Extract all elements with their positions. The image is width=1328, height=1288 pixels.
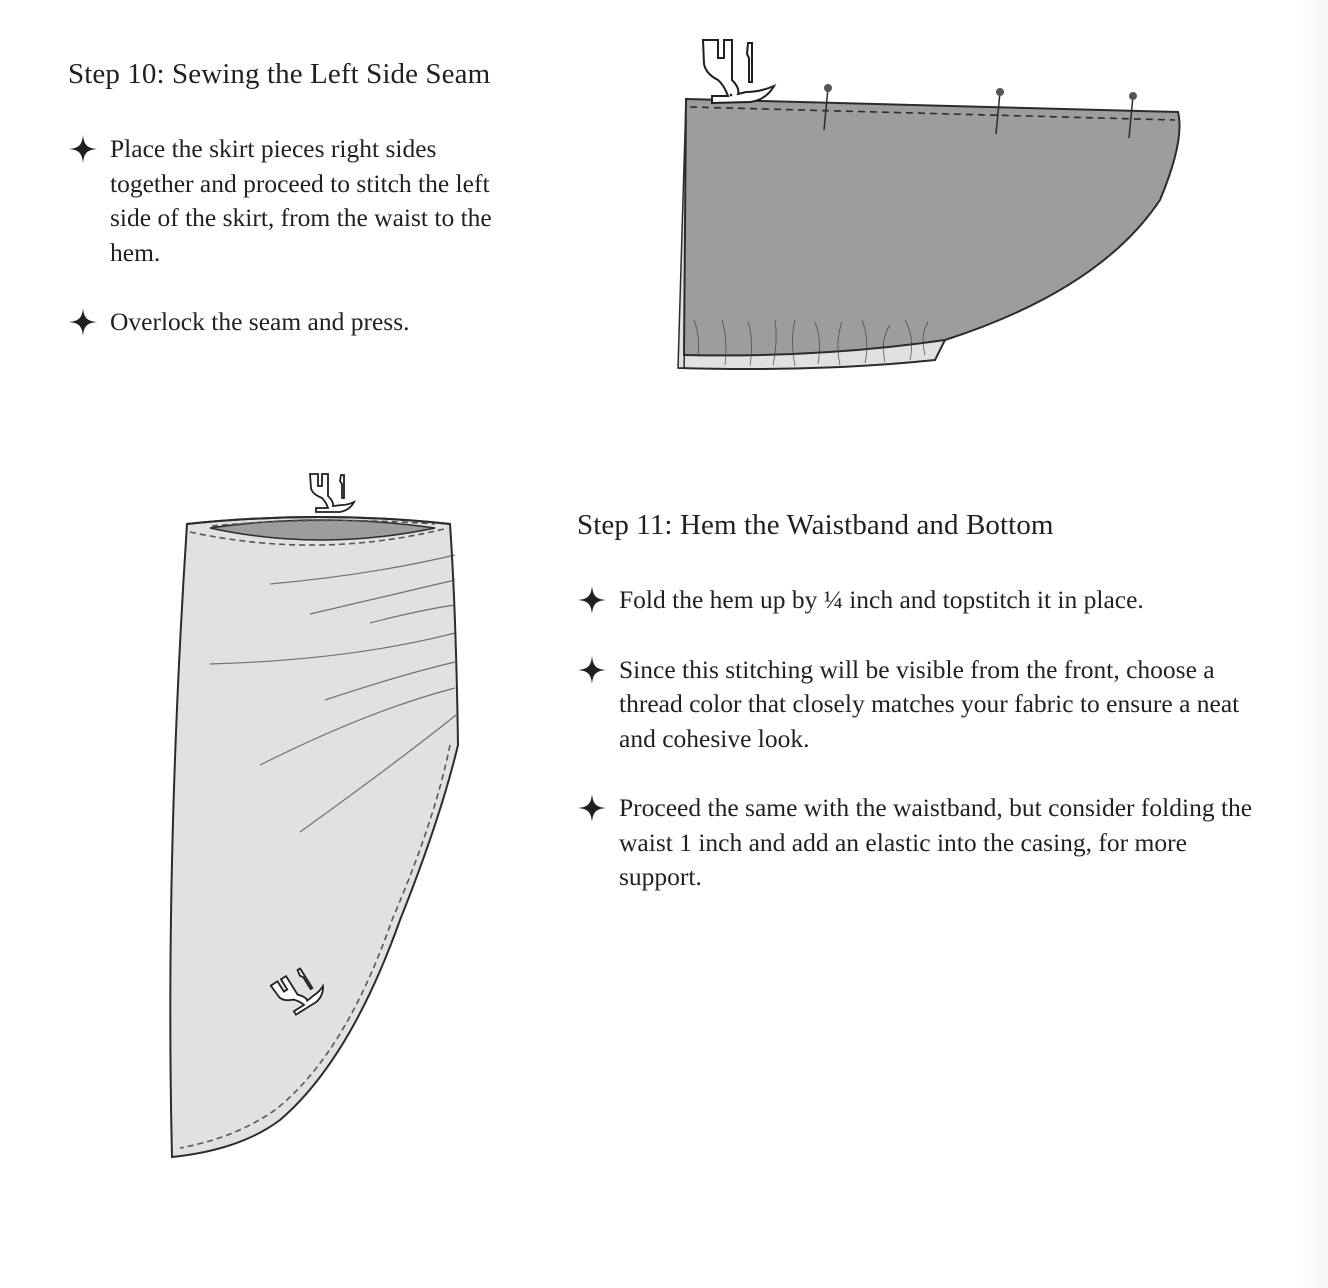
step-10-bullet-1-text: Place the skirt pieces right sides together and proceed to stitch the left side of the skirt, from the waist to the hem. (110, 134, 492, 267)
step-11-bullet-1-text: Fold the hem up by ¼ inch and topstitch it in place. (619, 585, 1144, 614)
step-11-bullet-2-text: Since this stitching will be visible from the front, choose a thread color that closely matches your fabric to ensure a neat and cohesive look. (619, 654, 1240, 753)
step-10-bullet-1 (68, 132, 588, 270)
step-11-bullet-1 (577, 583, 1277, 618)
step-11-title: Step 11: Hem the Waistband and Bottom (577, 509, 1054, 541)
four-point-star-icon (68, 134, 98, 164)
skirt-fabric (684, 99, 1180, 355)
step-10-bullet-list (68, 132, 588, 340)
step-10-section (68, 58, 588, 375)
four-point-star-icon (577, 793, 607, 823)
four-point-star-icon (577, 655, 607, 685)
four-point-star-icon (577, 585, 607, 615)
step-10-title: Step 10: Sewing the Left Side Seam (68, 58, 491, 90)
page-edge-shade (1293, 0, 1328, 1288)
presser-foot-icon (703, 40, 774, 103)
step-10-bullet-2-text: Overlock the seam and press. (110, 307, 410, 336)
step-11-section (577, 509, 1277, 930)
step-11-bullet-2 (577, 653, 1277, 757)
skirt-side-seam-illustration (670, 30, 1190, 380)
step-11-bullet-list (577, 583, 1277, 895)
step-11-bullet-3 (577, 791, 1277, 895)
skirt-hemming-illustration (150, 460, 480, 1180)
step-10-bullet-2 (68, 305, 588, 340)
step-11-bullet-3-text: Proceed the same with the waistband, but consider folding the waist 1 inch and add an elastic into the casing, for more support. (619, 793, 1253, 891)
four-point-star-icon (68, 307, 98, 337)
presser-foot-icon (310, 474, 354, 512)
